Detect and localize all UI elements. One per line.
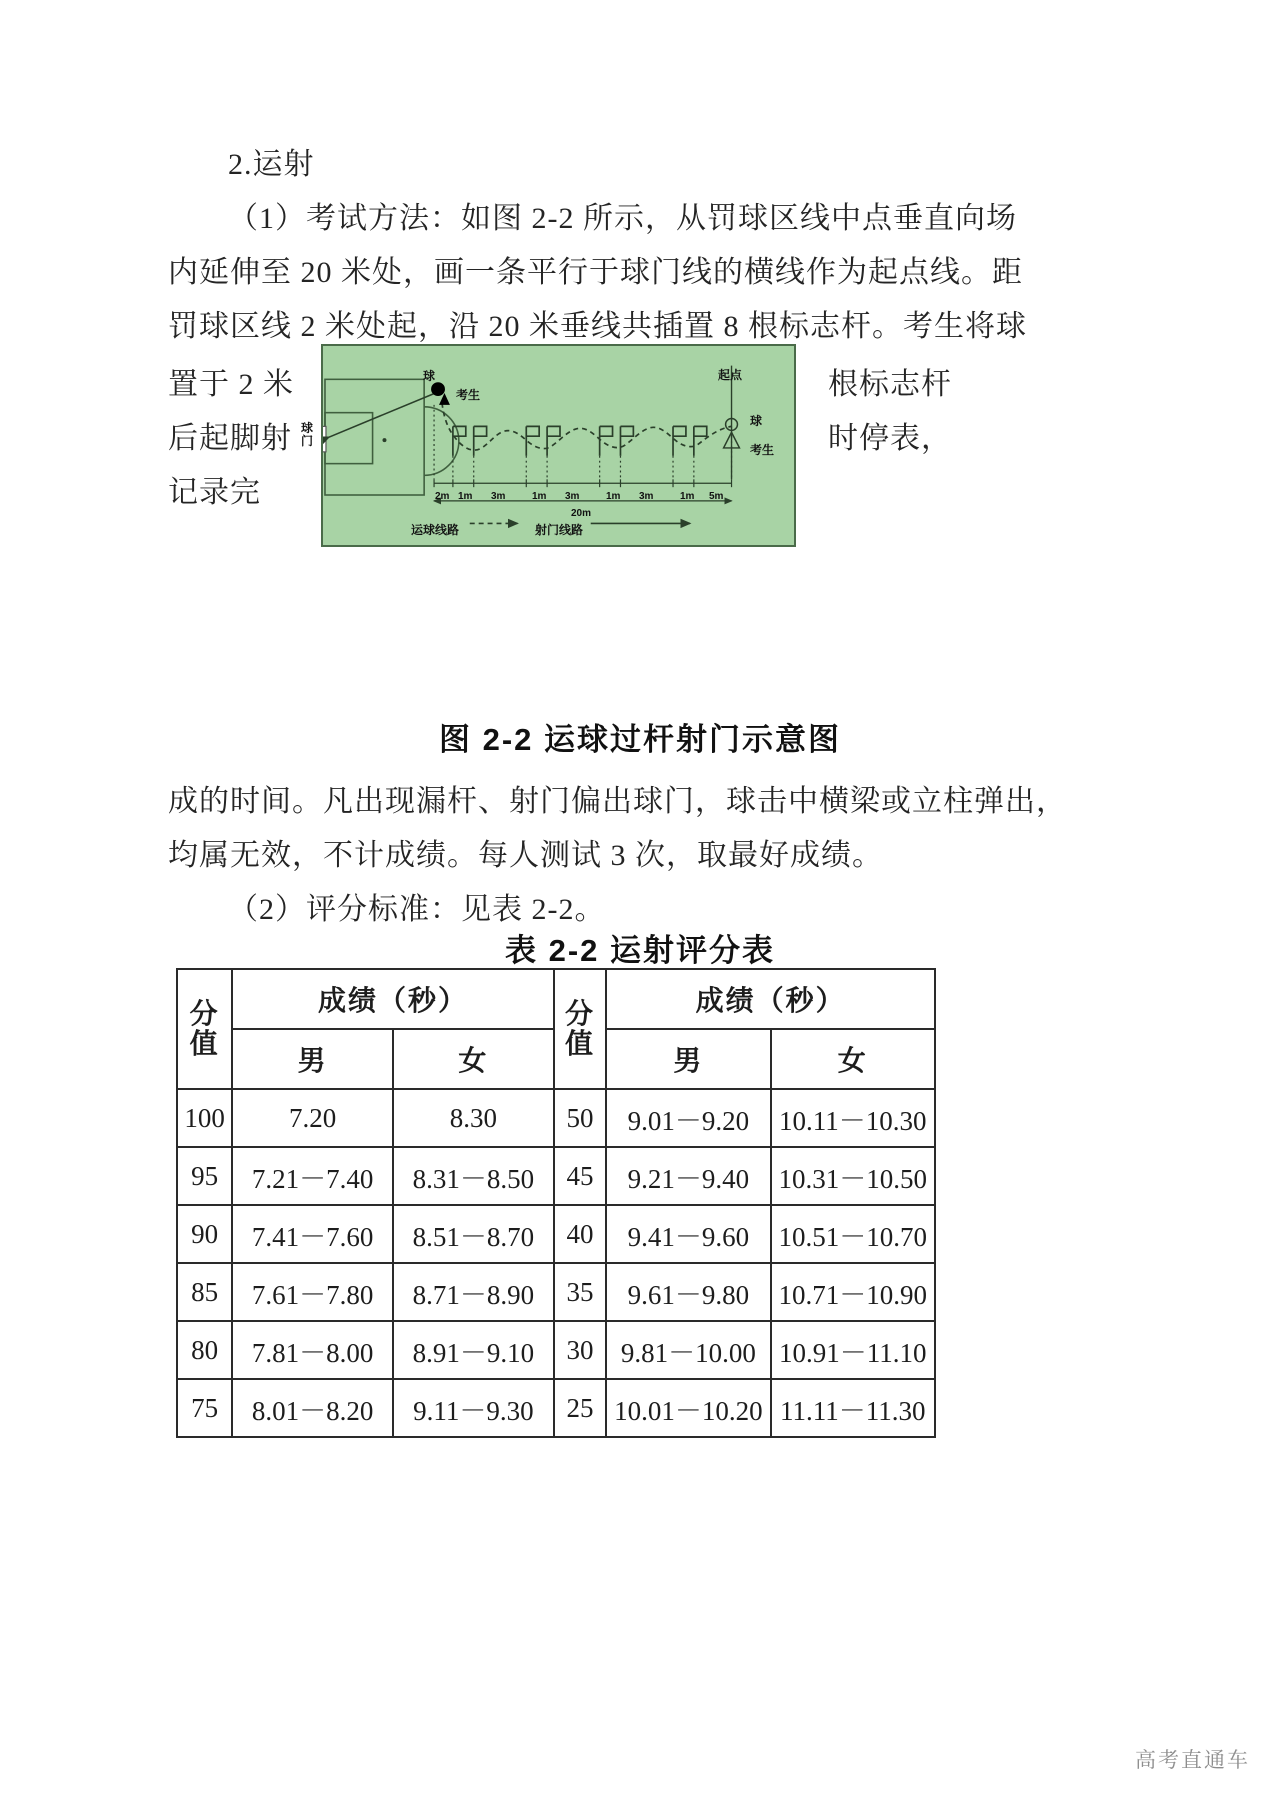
cell-male-right: 9.41－9.60 <box>606 1205 770 1263</box>
cell-male-left: 8.01－8.20 <box>232 1379 393 1437</box>
header-score-left <box>177 969 232 1089</box>
header-male-left: 男 <box>232 1029 393 1089</box>
figure-dim-6: 3m <box>639 491 654 502</box>
cell-female-left: 8.71－8.90 <box>393 1263 554 1321</box>
wrap-right-line-2-text: 时停表， <box>828 422 952 455</box>
figure-label-goal: 球 门 <box>301 421 314 448</box>
cell-score-right: 35 <box>554 1263 606 1321</box>
cell-score-right: 40 <box>554 1205 606 1263</box>
figure-total-length: 20m <box>571 508 592 519</box>
cell-female-left: 9.11－9.30 <box>393 1379 554 1437</box>
paragraph-3 <box>168 829 883 883</box>
table-header-row-1 <box>177 969 935 1029</box>
figure-dim-7: 1m <box>680 491 695 502</box>
wrap-left-line-3 <box>168 466 261 520</box>
wrap-left-line-3-text: 记录完 <box>168 476 261 509</box>
table-row <box>177 1321 935 1379</box>
header-score-right <box>554 969 606 1089</box>
cell-score-left: 90 <box>177 1205 232 1263</box>
cell-male-right: 9.01－9.20 <box>606 1089 770 1147</box>
cell-female-left: 8.51－8.70 <box>393 1205 554 1263</box>
cell-female-left: 8.91－9.10 <box>393 1321 554 1379</box>
header-female-left: 女 <box>393 1029 554 1089</box>
paragraph-line-2-text: 内延伸至 20 米处，画一条平行于球门线的横线作为起点线。距 <box>168 256 1023 289</box>
figure-label-examinee-right: 考生 <box>750 443 775 457</box>
figure-caption: 图 2-2 运球过杆射门示意图 <box>438 722 842 757</box>
paragraph-3-text: 均属无效，不计成绩。每人测试 3 次，取最好成绩。 <box>168 839 883 872</box>
header-score-left-line2: 值 <box>189 1028 220 1059</box>
figure-label-examinee-top: 考生 <box>456 388 481 402</box>
header-score-right-line2: 值 <box>564 1028 595 1059</box>
figure-dim-8: 5m <box>709 491 724 502</box>
soccer-field-diagram <box>301 344 796 547</box>
figure-dim-5: 1m <box>606 491 621 502</box>
cell-male-left: 7.61－7.80 <box>232 1263 393 1321</box>
cell-score-left: 80 <box>177 1321 232 1379</box>
header-female-right: 女 <box>771 1029 935 1089</box>
figure-dim-3: 1m <box>532 491 547 502</box>
wrap-right-line-1 <box>828 358 952 412</box>
cell-male-left: 7.41－7.60 <box>232 1205 393 1263</box>
table-row <box>177 1263 935 1321</box>
table-row <box>177 1089 935 1147</box>
table-caption: 表 2-2 运射评分表 <box>504 933 776 968</box>
cell-score-left: 75 <box>177 1379 232 1437</box>
wrap-right-line-2 <box>828 412 952 466</box>
section-heading <box>168 138 956 192</box>
cell-male-left: 7.20 <box>232 1089 393 1147</box>
wrap-left-line-2-text: 后起脚射 <box>168 422 292 455</box>
figure-legend-dribble: 运球线路 <box>411 523 460 537</box>
figure-label-ball-right: 球 <box>750 414 763 428</box>
score-table <box>176 968 936 1438</box>
wrap-left-line-1-text: 置于 2 米 <box>168 368 294 401</box>
cell-male-right: 9.61－9.80 <box>606 1263 770 1321</box>
cell-female-right: 10.71－10.90 <box>771 1263 935 1321</box>
cell-female-left: 8.31－8.50 <box>393 1147 554 1205</box>
cell-female-right: 10.51－10.70 <box>771 1205 935 1263</box>
paragraph-line-3-text: 罚球区线 2 米处起，沿 20 米垂线共插置 8 根标志杆。考生将球 <box>168 310 1027 343</box>
cell-score-right: 30 <box>554 1321 606 1379</box>
figure-dim-4: 3m <box>565 491 580 502</box>
cell-female-left: 8.30 <box>393 1089 554 1147</box>
section-heading-text: 2.运射 <box>228 148 315 181</box>
paragraph-line-2 <box>168 246 1023 300</box>
header-score-left-line1: 分 <box>189 998 220 1029</box>
cell-male-left: 7.81－8.00 <box>232 1321 393 1379</box>
table-row <box>177 1379 935 1437</box>
cell-female-right: 10.31－10.50 <box>771 1147 935 1205</box>
figure-dim-1: 1m <box>458 491 473 502</box>
cell-score-left: 85 <box>177 1263 232 1321</box>
paragraph-line-1 <box>168 192 1017 246</box>
paragraph-line-1-text: （1）考试方法：如图 2-2 所示，从罚球区线中点垂直向场 <box>228 202 1017 235</box>
cell-male-right: 10.01－10.20 <box>606 1379 770 1437</box>
figure-label-start-point: 起点 <box>718 368 743 382</box>
wrap-left-line-1 <box>168 358 294 412</box>
figure-dim-2: 3m <box>491 491 506 502</box>
header-result-right: 成绩（秒） <box>606 969 935 1029</box>
paragraph-4-text: （2）评分标准：见表 2-2。 <box>228 893 606 926</box>
cell-score-right: 45 <box>554 1147 606 1205</box>
cell-male-right: 9.21－9.40 <box>606 1147 770 1205</box>
cell-male-right: 9.81－10.00 <box>606 1321 770 1379</box>
cell-score-left: 95 <box>177 1147 232 1205</box>
header-score-right-line1: 分 <box>564 998 595 1029</box>
figure-legend-shoot: 射门线路 <box>535 523 584 537</box>
cell-score-right: 25 <box>554 1379 606 1437</box>
cell-female-right: 10.11－10.30 <box>771 1089 935 1147</box>
table-row <box>177 1205 935 1263</box>
cell-female-right: 10.91－11.10 <box>771 1321 935 1379</box>
table-row <box>177 1147 935 1205</box>
figure-label-ball-top: 球 <box>423 369 436 383</box>
cell-score-right: 50 <box>554 1089 606 1147</box>
paragraph-2-text: 成的时间。凡出现漏杆、射门偏出球门，球击中横梁或立柱弹出， <box>168 785 1067 818</box>
wrap-right-line-1-text: 根标志杆 <box>828 368 952 401</box>
figure-dim-0: 2m <box>435 491 450 502</box>
watermark: 高考直通车 <box>1135 1749 1250 1772</box>
paragraph-2 <box>168 775 1067 829</box>
cell-male-left: 7.21－7.40 <box>232 1147 393 1205</box>
cell-score-left: 100 <box>177 1089 232 1147</box>
wrap-left-line-2 <box>168 412 292 466</box>
header-male-right: 男 <box>606 1029 770 1089</box>
cell-female-right: 11.11－11.30 <box>771 1379 935 1437</box>
header-result-left: 成绩（秒） <box>232 969 553 1029</box>
